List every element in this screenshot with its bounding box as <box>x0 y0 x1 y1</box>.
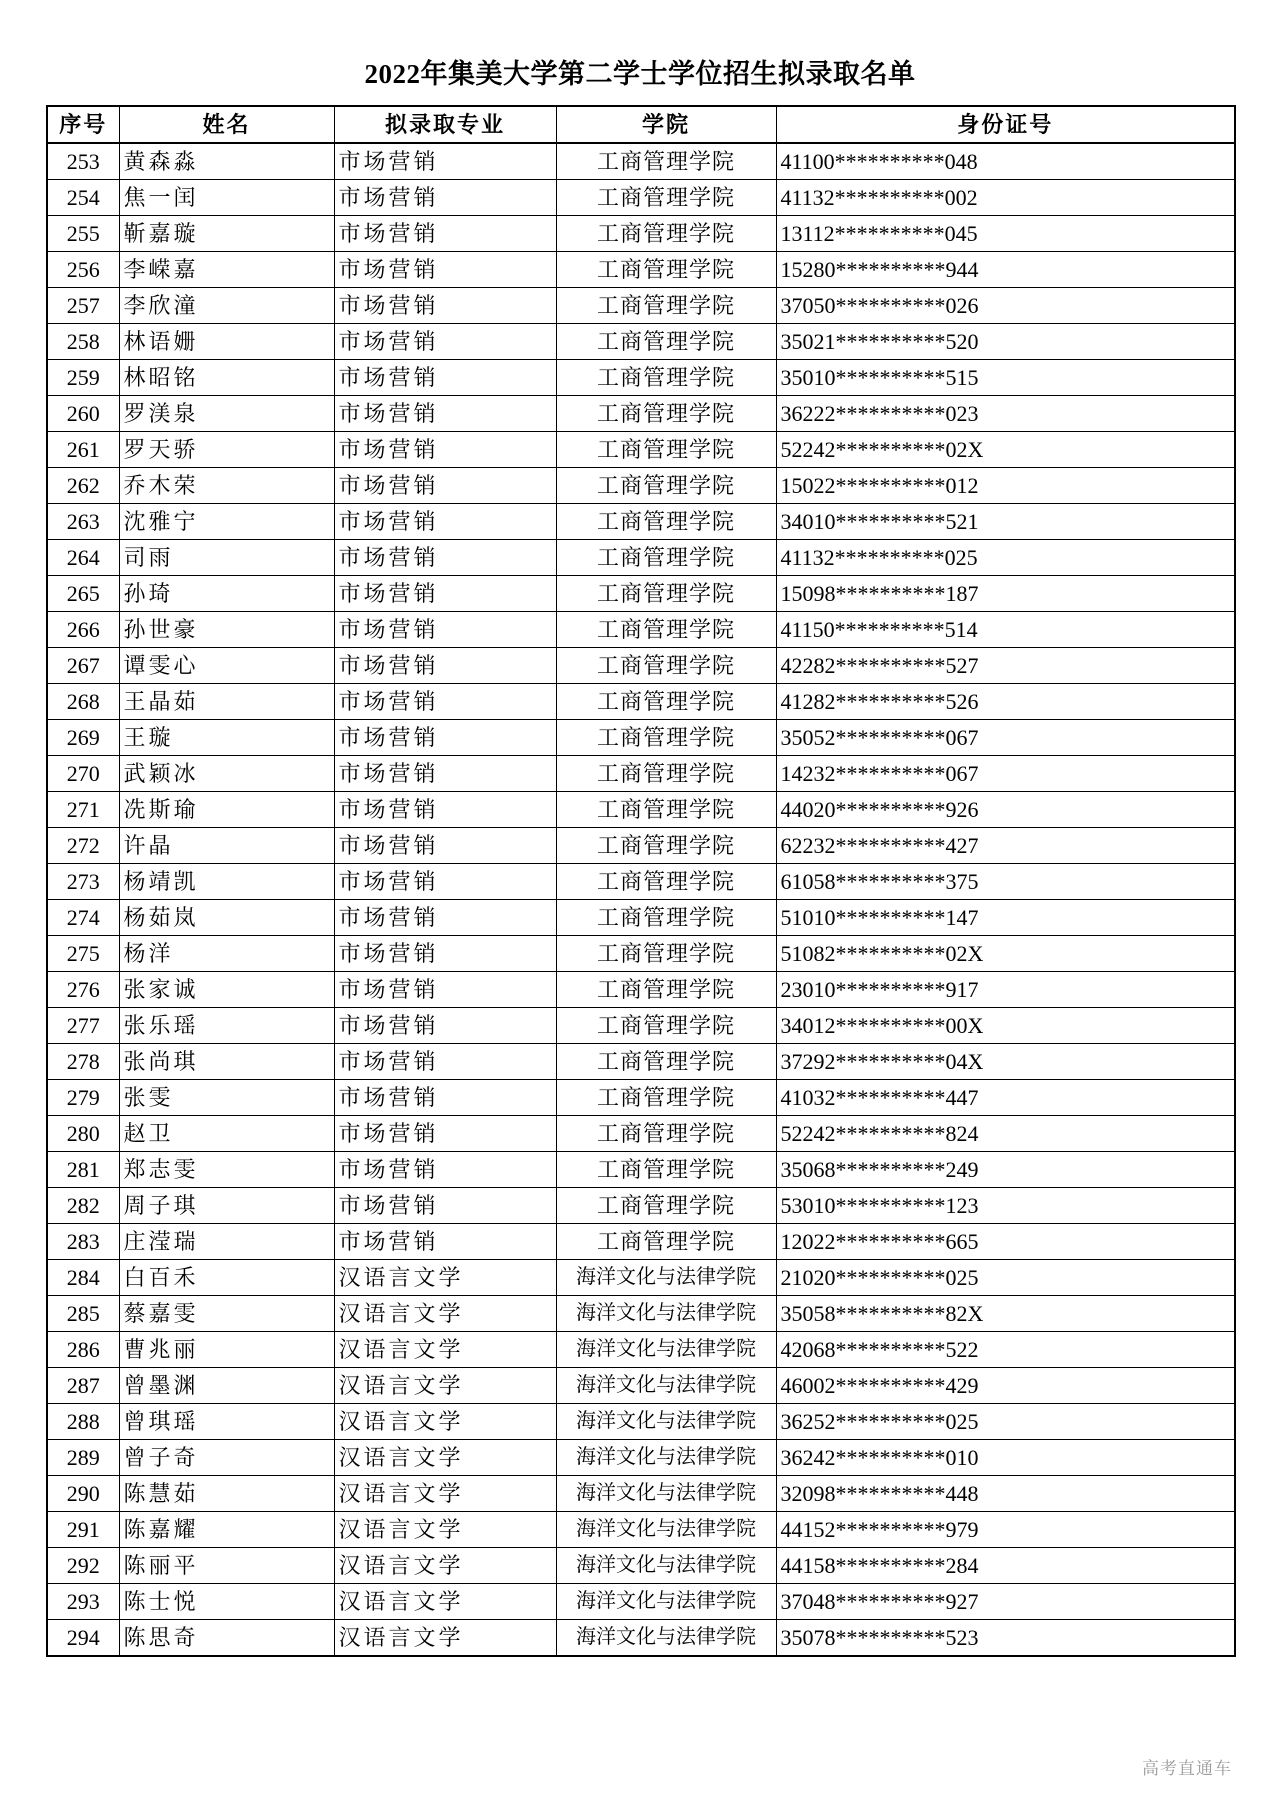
cell-college: 工商管理学院 <box>556 540 776 576</box>
cell-index: 276 <box>47 972 119 1008</box>
column-header-name: 姓名 <box>119 106 334 143</box>
cell-name: 曾墨渊 <box>119 1368 334 1404</box>
cell-id: 44152**********979 <box>776 1512 1235 1548</box>
table-row <box>47 1584 1235 1620</box>
table-row <box>47 468 1235 504</box>
cell-index: 278 <box>47 1044 119 1080</box>
cell-major: 市场营销 <box>334 324 556 360</box>
cell-id: 15280**********944 <box>776 252 1235 288</box>
cell-major: 市场营销 <box>334 972 556 1008</box>
cell-name: 郑志雯 <box>119 1152 334 1188</box>
cell-college: 海洋文化与法律学院 <box>556 1584 776 1620</box>
cell-name: 白百禾 <box>119 1260 334 1296</box>
cell-id: 42282**********527 <box>776 648 1235 684</box>
cell-college: 工商管理学院 <box>556 432 776 468</box>
table-row <box>47 900 1235 936</box>
cell-name: 林昭铭 <box>119 360 334 396</box>
cell-index: 287 <box>47 1368 119 1404</box>
cell-name: 陈丽平 <box>119 1548 334 1584</box>
cell-major: 汉语言文学 <box>334 1584 556 1620</box>
cell-name: 张乐瑶 <box>119 1008 334 1044</box>
cell-index: 263 <box>47 504 119 540</box>
table-row <box>47 540 1235 576</box>
cell-college: 工商管理学院 <box>556 684 776 720</box>
cell-index: 258 <box>47 324 119 360</box>
cell-major: 市场营销 <box>334 864 556 900</box>
cell-index: 264 <box>47 540 119 576</box>
cell-major: 汉语言文学 <box>334 1296 556 1332</box>
cell-id: 41150**********514 <box>776 612 1235 648</box>
table-row <box>47 432 1235 468</box>
cell-college: 工商管理学院 <box>556 360 776 396</box>
cell-index: 265 <box>47 576 119 612</box>
table-row <box>47 972 1235 1008</box>
cell-id: 35058**********82X <box>776 1296 1235 1332</box>
cell-college: 工商管理学院 <box>556 900 776 936</box>
cell-major: 汉语言文学 <box>334 1260 556 1296</box>
cell-index: 269 <box>47 720 119 756</box>
cell-id: 35021**********520 <box>776 324 1235 360</box>
cell-college: 工商管理学院 <box>556 828 776 864</box>
cell-major: 市场营销 <box>334 504 556 540</box>
cell-major: 汉语言文学 <box>334 1440 556 1476</box>
cell-college: 工商管理学院 <box>556 504 776 540</box>
table-row <box>47 1368 1235 1404</box>
cell-index: 257 <box>47 288 119 324</box>
table-row <box>47 1080 1235 1116</box>
table-row <box>47 252 1235 288</box>
cell-major: 市场营销 <box>334 288 556 324</box>
cell-major: 市场营销 <box>334 252 556 288</box>
cell-major: 汉语言文学 <box>334 1332 556 1368</box>
table-body <box>47 143 1235 1656</box>
cell-name: 黄森淼 <box>119 143 334 180</box>
cell-major: 市场营销 <box>334 1044 556 1080</box>
cell-major: 市场营销 <box>334 396 556 432</box>
table-row <box>47 1440 1235 1476</box>
cell-college: 海洋文化与法律学院 <box>556 1476 776 1512</box>
cell-college: 工商管理学院 <box>556 864 776 900</box>
cell-college: 工商管理学院 <box>556 288 776 324</box>
cell-index: 259 <box>47 360 119 396</box>
table-row <box>47 1188 1235 1224</box>
cell-major: 市场营销 <box>334 432 556 468</box>
table-row <box>47 720 1235 756</box>
cell-index: 275 <box>47 936 119 972</box>
cell-college: 海洋文化与法律学院 <box>556 1404 776 1440</box>
cell-id: 51082**********02X <box>776 936 1235 972</box>
cell-id: 53010**********123 <box>776 1188 1235 1224</box>
cell-major: 市场营销 <box>334 1080 556 1116</box>
cell-index: 253 <box>47 143 119 180</box>
cell-id: 37050**********026 <box>776 288 1235 324</box>
cell-college: 工商管理学院 <box>556 143 776 180</box>
cell-id: 36242**********010 <box>776 1440 1235 1476</box>
cell-major: 汉语言文学 <box>334 1404 556 1440</box>
cell-index: 286 <box>47 1332 119 1368</box>
cell-name: 李嵘嘉 <box>119 252 334 288</box>
cell-id: 41032**********447 <box>776 1080 1235 1116</box>
cell-major: 汉语言文学 <box>334 1620 556 1657</box>
cell-name: 王晶茹 <box>119 684 334 720</box>
cell-college: 工商管理学院 <box>556 936 776 972</box>
cell-id: 15098**********187 <box>776 576 1235 612</box>
cell-college: 工商管理学院 <box>556 1008 776 1044</box>
cell-name: 张尚琪 <box>119 1044 334 1080</box>
column-header-major: 拟录取专业 <box>334 106 556 143</box>
cell-major: 市场营销 <box>334 720 556 756</box>
table-row <box>47 1116 1235 1152</box>
table-row <box>47 1332 1235 1368</box>
cell-id: 46002**********429 <box>776 1368 1235 1404</box>
cell-index: 288 <box>47 1404 119 1440</box>
cell-name: 陈慧茹 <box>119 1476 334 1512</box>
table-row <box>47 1044 1235 1080</box>
cell-college: 海洋文化与法律学院 <box>556 1548 776 1584</box>
table-row <box>47 288 1235 324</box>
cell-name: 谭雯心 <box>119 648 334 684</box>
cell-name: 陈思奇 <box>119 1620 334 1657</box>
table-row <box>47 360 1235 396</box>
cell-index: 266 <box>47 612 119 648</box>
table-row <box>47 684 1235 720</box>
cell-index: 285 <box>47 1296 119 1332</box>
admission-roster-table <box>46 105 1236 1657</box>
table-row <box>47 1224 1235 1260</box>
cell-id: 41132**********002 <box>776 180 1235 216</box>
table-row <box>47 216 1235 252</box>
cell-college: 工商管理学院 <box>556 252 776 288</box>
cell-college: 海洋文化与法律学院 <box>556 1332 776 1368</box>
cell-index: 279 <box>47 1080 119 1116</box>
cell-college: 海洋文化与法律学院 <box>556 1440 776 1476</box>
cell-index: 283 <box>47 1224 119 1260</box>
cell-college: 海洋文化与法律学院 <box>556 1296 776 1332</box>
cell-index: 293 <box>47 1584 119 1620</box>
cell-major: 市场营销 <box>334 792 556 828</box>
cell-name: 杨洋 <box>119 936 334 972</box>
cell-name: 司雨 <box>119 540 334 576</box>
watermark: 高考直通车 <box>1142 1759 1232 1778</box>
cell-college: 工商管理学院 <box>556 1188 776 1224</box>
table-row <box>47 1620 1235 1657</box>
cell-college: 工商管理学院 <box>556 612 776 648</box>
cell-index: 267 <box>47 648 119 684</box>
cell-index: 290 <box>47 1476 119 1512</box>
cell-college: 海洋文化与法律学院 <box>556 1260 776 1296</box>
cell-name: 曾子奇 <box>119 1440 334 1476</box>
cell-name: 蔡嘉雯 <box>119 1296 334 1332</box>
cell-name: 王璇 <box>119 720 334 756</box>
cell-id: 21020**********025 <box>776 1260 1235 1296</box>
cell-college: 工商管理学院 <box>556 648 776 684</box>
cell-id: 35010**********515 <box>776 360 1235 396</box>
cell-id: 14232**********067 <box>776 756 1235 792</box>
cell-name: 孙世豪 <box>119 612 334 648</box>
table-row <box>47 792 1235 828</box>
cell-index: 282 <box>47 1188 119 1224</box>
cell-major: 市场营销 <box>334 468 556 504</box>
cell-id: 62232**********427 <box>776 828 1235 864</box>
cell-index: 261 <box>47 432 119 468</box>
table-header-row <box>47 106 1235 143</box>
cell-name: 冼斯瑜 <box>119 792 334 828</box>
cell-major: 汉语言文学 <box>334 1548 556 1584</box>
cell-index: 256 <box>47 252 119 288</box>
cell-college: 工商管理学院 <box>556 576 776 612</box>
cell-name: 沈雅宁 <box>119 504 334 540</box>
cell-name: 赵卫 <box>119 1116 334 1152</box>
cell-id: 52242**********02X <box>776 432 1235 468</box>
cell-index: 255 <box>47 216 119 252</box>
cell-college: 工商管理学院 <box>556 468 776 504</box>
cell-college: 工商管理学院 <box>556 972 776 1008</box>
cell-index: 294 <box>47 1620 119 1657</box>
cell-major: 市场营销 <box>334 756 556 792</box>
cell-name: 周子琪 <box>119 1188 334 1224</box>
cell-id: 44020**********926 <box>776 792 1235 828</box>
cell-id: 34012**********00X <box>776 1008 1235 1044</box>
table-row <box>47 1548 1235 1584</box>
cell-major: 市场营销 <box>334 1152 556 1188</box>
cell-name: 陈士悦 <box>119 1584 334 1620</box>
cell-index: 254 <box>47 180 119 216</box>
cell-college: 工商管理学院 <box>556 720 776 756</box>
cell-index: 271 <box>47 792 119 828</box>
cell-index: 268 <box>47 684 119 720</box>
cell-name: 罗天骄 <box>119 432 334 468</box>
cell-name: 曹兆丽 <box>119 1332 334 1368</box>
table-row <box>47 180 1235 216</box>
column-header-id: 身份证号 <box>776 106 1235 143</box>
cell-index: 292 <box>47 1548 119 1584</box>
cell-id: 37048**********927 <box>776 1584 1235 1620</box>
cell-college: 工商管理学院 <box>556 180 776 216</box>
cell-index: 280 <box>47 1116 119 1152</box>
table-header <box>47 106 1235 143</box>
cell-name: 李欣潼 <box>119 288 334 324</box>
table-row <box>47 576 1235 612</box>
cell-index: 284 <box>47 1260 119 1296</box>
table-row <box>47 864 1235 900</box>
cell-id: 61058**********375 <box>776 864 1235 900</box>
cell-major: 市场营销 <box>334 1188 556 1224</box>
cell-college: 海洋文化与法律学院 <box>556 1512 776 1548</box>
cell-name: 罗渼泉 <box>119 396 334 432</box>
cell-index: 291 <box>47 1512 119 1548</box>
cell-id: 35078**********523 <box>776 1620 1235 1657</box>
cell-index: 281 <box>47 1152 119 1188</box>
cell-name: 焦一闰 <box>119 180 334 216</box>
cell-major: 市场营销 <box>334 1008 556 1044</box>
cell-index: 270 <box>47 756 119 792</box>
table-row <box>47 1296 1235 1332</box>
cell-name: 许晶 <box>119 828 334 864</box>
table-row <box>47 1260 1235 1296</box>
cell-index: 277 <box>47 1008 119 1044</box>
cell-index: 273 <box>47 864 119 900</box>
cell-major: 汉语言文学 <box>334 1476 556 1512</box>
cell-id: 15022**********012 <box>776 468 1235 504</box>
cell-college: 工商管理学院 <box>556 756 776 792</box>
cell-college: 工商管理学院 <box>556 1116 776 1152</box>
table-row <box>47 1404 1235 1440</box>
cell-name: 武颖冰 <box>119 756 334 792</box>
table-row <box>47 756 1235 792</box>
cell-index: 262 <box>47 468 119 504</box>
column-header-college: 学院 <box>556 106 776 143</box>
cell-id: 36222**********023 <box>776 396 1235 432</box>
cell-index: 272 <box>47 828 119 864</box>
cell-name: 张雯 <box>119 1080 334 1116</box>
cell-id: 36252**********025 <box>776 1404 1235 1440</box>
table-row <box>47 324 1235 360</box>
table-row <box>47 936 1235 972</box>
cell-name: 靳嘉璇 <box>119 216 334 252</box>
cell-name: 张家诚 <box>119 972 334 1008</box>
table-row <box>47 504 1235 540</box>
cell-id: 41282**********526 <box>776 684 1235 720</box>
cell-id: 35052**********067 <box>776 720 1235 756</box>
cell-major: 市场营销 <box>334 900 556 936</box>
table-row <box>47 828 1235 864</box>
table-row <box>47 396 1235 432</box>
cell-index: 289 <box>47 1440 119 1476</box>
cell-major: 市场营销 <box>334 1116 556 1152</box>
cell-college: 工商管理学院 <box>556 396 776 432</box>
cell-major: 市场营销 <box>334 936 556 972</box>
cell-major: 市场营销 <box>334 1224 556 1260</box>
cell-name: 杨靖凯 <box>119 864 334 900</box>
table-row <box>47 1512 1235 1548</box>
cell-name: 曾琪瑶 <box>119 1404 334 1440</box>
table-row <box>47 1152 1235 1188</box>
cell-name: 杨茹岚 <box>119 900 334 936</box>
table-row <box>47 1476 1235 1512</box>
cell-major: 市场营销 <box>334 216 556 252</box>
cell-college: 工商管理学院 <box>556 216 776 252</box>
table-row <box>47 143 1235 180</box>
cell-id: 23010**********917 <box>776 972 1235 1008</box>
cell-id: 35068**********249 <box>776 1152 1235 1188</box>
cell-index: 260 <box>47 396 119 432</box>
cell-id: 52242**********824 <box>776 1116 1235 1152</box>
cell-college: 海洋文化与法律学院 <box>556 1368 776 1404</box>
cell-major: 市场营销 <box>334 360 556 396</box>
cell-college: 工商管理学院 <box>556 1080 776 1116</box>
cell-college: 工商管理学院 <box>556 1044 776 1080</box>
cell-id: 12022**********665 <box>776 1224 1235 1260</box>
cell-college: 工商管理学院 <box>556 324 776 360</box>
table-row <box>47 648 1235 684</box>
cell-name: 乔木荣 <box>119 468 334 504</box>
table-row <box>47 1008 1235 1044</box>
cell-major: 市场营销 <box>334 143 556 180</box>
cell-id: 42068**********522 <box>776 1332 1235 1368</box>
cell-id: 41100**********048 <box>776 143 1235 180</box>
cell-name: 庄滢瑞 <box>119 1224 334 1260</box>
cell-college: 工商管理学院 <box>556 1224 776 1260</box>
roster-table-container <box>0 105 1280 1657</box>
cell-index: 274 <box>47 900 119 936</box>
cell-name: 陈嘉耀 <box>119 1512 334 1548</box>
cell-id: 34010**********521 <box>776 504 1235 540</box>
cell-major: 市场营销 <box>334 540 556 576</box>
cell-name: 林语姗 <box>119 324 334 360</box>
cell-name: 孙琦 <box>119 576 334 612</box>
cell-id: 44158**********284 <box>776 1548 1235 1584</box>
cell-id: 37292**********04X <box>776 1044 1235 1080</box>
column-header-index: 序号 <box>47 106 119 143</box>
table-row <box>47 612 1235 648</box>
cell-major: 市场营销 <box>334 612 556 648</box>
cell-major: 市场营销 <box>334 576 556 612</box>
cell-major: 汉语言文学 <box>334 1512 556 1548</box>
cell-college: 海洋文化与法律学院 <box>556 1620 776 1657</box>
cell-major: 市场营销 <box>334 648 556 684</box>
cell-major: 市场营销 <box>334 684 556 720</box>
cell-id: 13112**********045 <box>776 216 1235 252</box>
cell-id: 51010**********147 <box>776 900 1235 936</box>
cell-major: 市场营销 <box>334 180 556 216</box>
page-title: 2022年集美大学第二学士学位招生拟录取名单 <box>364 59 916 89</box>
cell-major: 汉语言文学 <box>334 1368 556 1404</box>
cell-college: 工商管理学院 <box>556 792 776 828</box>
cell-id: 41132**********025 <box>776 540 1235 576</box>
cell-id: 32098**********448 <box>776 1476 1235 1512</box>
cell-college: 工商管理学院 <box>556 1152 776 1188</box>
cell-major: 市场营销 <box>334 828 556 864</box>
